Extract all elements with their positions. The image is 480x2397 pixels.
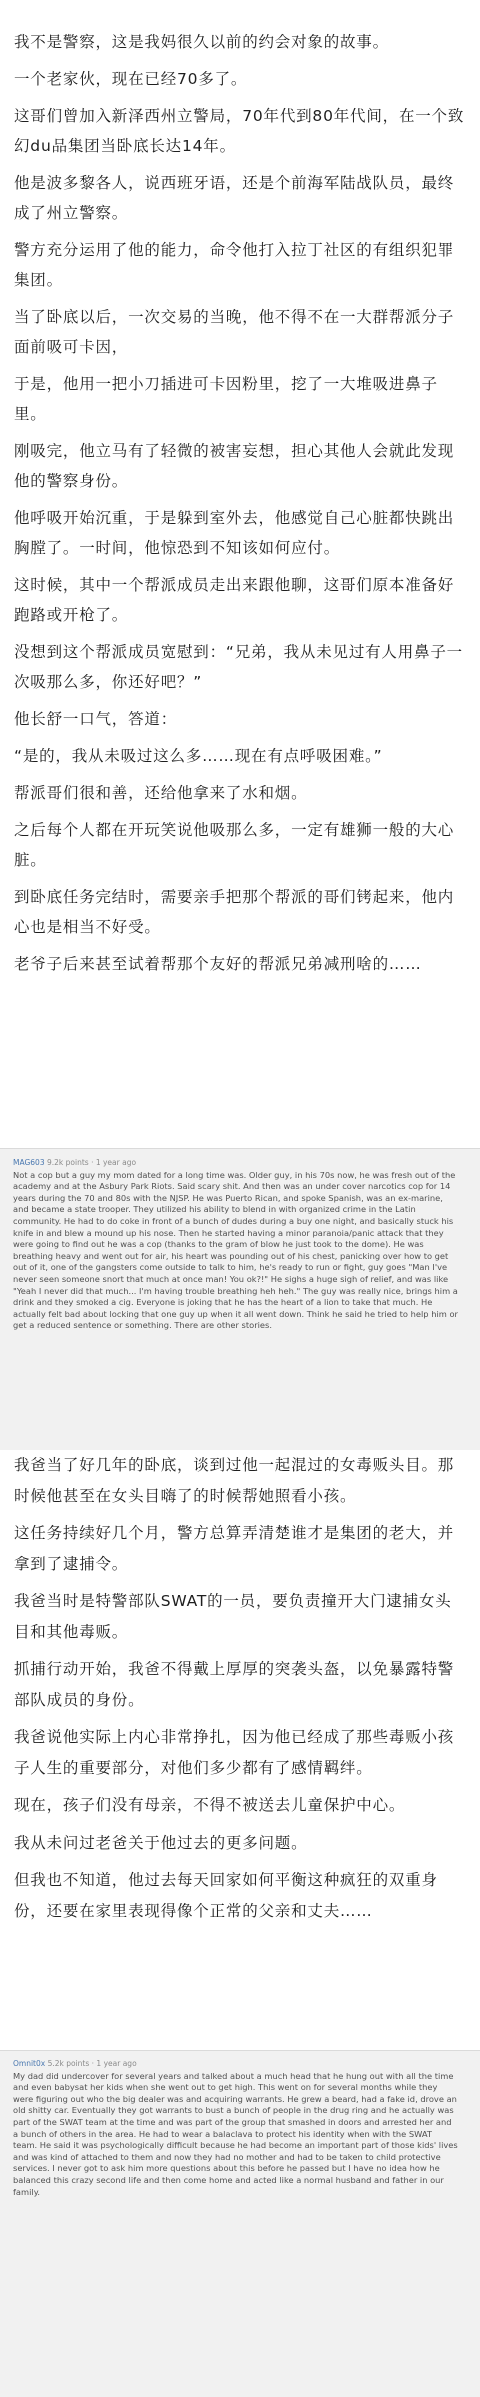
comment-text: My dad did undercover for several years and talked about a much head that he hung out with all the time and even babysat her kids when she went out to get high. This went on for several months while they were figuring out who the big dealer was and acquiring warrants. He grew a beard, had a fake id, drove an old shitty car. Eventually they got warrants to bust a bunch of people in the drug ring and he actually was part of the SWAT team at the time and was part of the group that smashed in doors and arrested her and a bunch of others in the area. He had to wear a balaclava to protect his identity when with the SWAT team. He said it was psychologically difficult because he had become an important part of those kids' lives and was kind of attached to them and now they had no mother and had to be taken to child protective services. I never got to ask him more questions about this before he passed but I have no idea how he balanced this crazy second life and then come home and acted like a normal husband and father in our family.: [13, 2070, 458, 2197]
comment-text: Not a cop but a guy my mom dated for a long time was. Older guy, in his 70s now, he was fresh out of the academy and at the Asbury Park Riots. Said scary shit. And then was an under cover narcotics cop for 14 years during the 70 and 80s with the NJSP. He was Puerto Rican, and spoke Spanish, was an ex-marine, and became a state trooper. They utilized his ability to blend in with organized crime in the Latin community. He had to do coke in front of a bunch of dudes during a buy one night, and basically stuck his knife in and blew a mound up his nose. Then he started having a minor paranoia/panic attack that they were going to find out he was a cop (thanks to the gram of blow he just took to the dome). He was breathing heavy and went out for air, his heart was pounding out of his chest, panicking over how to get out of it, one of the gangsters come outside to talk to him, he's ready to run or fight, guy goes "Man I've never seen someone snort that much at once man! You ok?!" He sighs a huge sigh of relief, and was like "Yeah I never did that much... I'm having trouble breathing heh heh." The guy was really nice, brings him a drink and they smoked a cig. Everyone is joking that he has the heart of a lion to take that much. He actually felt bad about locking that one guy up when it all went down. Think he said he tried to help him or get a reduced sentence or something. There are other stories.: [13, 1169, 458, 1331]
story-paragraph: 现在，孩子们没有母亲，不得不被送去儿童保护中心。: [14, 1796, 406, 1814]
comment-meta: [13, 1157, 458, 1169]
story-section-1: [0, 0, 480, 1148]
story-paragraph: 抓捕行动开始，我爸不得戴上厚厚的突袭头盔，以免暴露特警部队成员的身份。: [14, 1660, 455, 1709]
story-paragraph: 帮派哥们很和善，还给他拿来了水和烟。: [14, 784, 308, 802]
reddit-comment-screenshot-1: [0, 1148, 480, 1450]
story-paragraph: 这时候，其中一个帮派成员走出来跟他聊，这哥们原本准备好跑路或开枪了。: [14, 576, 455, 624]
story-paragraph: 他呼吸开始沉重，于是躲到室外去，他感觉自己心脏都快跳出胸膛了。一时间，他惊恐到不知该如何应付。: [14, 509, 455, 557]
story-paragraph: 我不是警察，这是我妈很久以前的约会对象的故事。: [14, 33, 389, 51]
story-paragraph: 于是，他用一把小刀插进可卡因粉里，挖了一大堆吸进鼻子里。: [14, 375, 438, 423]
story-paragraph: “是的，我从未吸过这么多……现在有点呼吸困难。”: [14, 747, 383, 765]
reddit-comment-screenshot-2: [0, 2050, 480, 2397]
story-paragraph: 他长舒一口气，答道：: [14, 710, 178, 728]
story-paragraph: 一个老家伙，现在已经70多了。: [14, 70, 248, 88]
comment-points: 5.2k points · 1 year ago: [47, 2059, 137, 2068]
comment-points: 9.2k points · 1 year ago: [47, 1158, 137, 1167]
comment-username[interactable]: MAG603: [13, 1158, 45, 1167]
comment-meta: [13, 2058, 458, 2070]
story-paragraph: 没想到这个帮派成员宽慰到：“兄弟，我从未见过有人用鼻子一次吸那么多，你还好吧？”: [14, 643, 463, 691]
story-paragraph: 这哥们曾加入新泽西州立警局，70年代到80年代间，在一个致幻du品集团当卧底长达14年。: [14, 107, 465, 155]
story-paragraph: 我爸当时是特警部队SWAT的一员，要负责撞开大门逮捕女头目和其他毒贩。: [14, 1592, 452, 1641]
story-paragraph: 我爸说他实际上内心非常挣扎，因为他已经成了那些毒贩小孩子人生的重要部分，对他们多少都有了感情羁绊。: [14, 1728, 455, 1777]
story-paragraph: 刚吸完，他立马有了轻微的被害妄想，担心其他人会就此发现他的警察身份。: [14, 442, 455, 490]
story-paragraph: 老爷子后来甚至试着帮那个友好的帮派兄弟减刑啥的……: [14, 955, 422, 973]
story-paragraph: 当了卧底以后，一次交易的当晚，他不得不在一大群帮派分子面前吸可卡因，: [14, 308, 455, 356]
story-paragraph: 但我也不知道，他过去每天回家如何平衡这种疯狂的双重身份，还要在家里表现得像个正常的父亲和丈夫……: [14, 1871, 438, 1920]
story-paragraph: 我爸当了好几年的卧底，谈到过他一起混过的女毒贩头目。那时候他甚至在女头目嗨了的时候帮她照看小孩。: [14, 1456, 455, 1505]
story-paragraph: 警方充分运用了他的能力，命令他打入拉丁社区的有组织犯罪集团。: [14, 241, 455, 289]
story-section-2: [0, 1450, 480, 2050]
story-paragraph: 之后每个人都在开玩笑说他吸那么多，一定有雄狮一般的大心脏。: [14, 821, 455, 869]
story-paragraph: 到卧底任务完结时，需要亲手把那个帮派的哥们铐起来，他内心也是相当不好受。: [14, 888, 455, 936]
story-paragraph: 我从未问过老爸关于他过去的更多问题。: [14, 1833, 308, 1852]
story-paragraph: 这任务持续好几个月，警方总算弄清楚谁才是集团的老大，并拿到了逮捕令。: [14, 1524, 455, 1573]
comment-username[interactable]: Omnit0x: [13, 2059, 46, 2068]
story-paragraph: 他是波多黎各人，说西班牙语，还是个前海军陆战队员，最终成了州立警察。: [14, 174, 455, 222]
